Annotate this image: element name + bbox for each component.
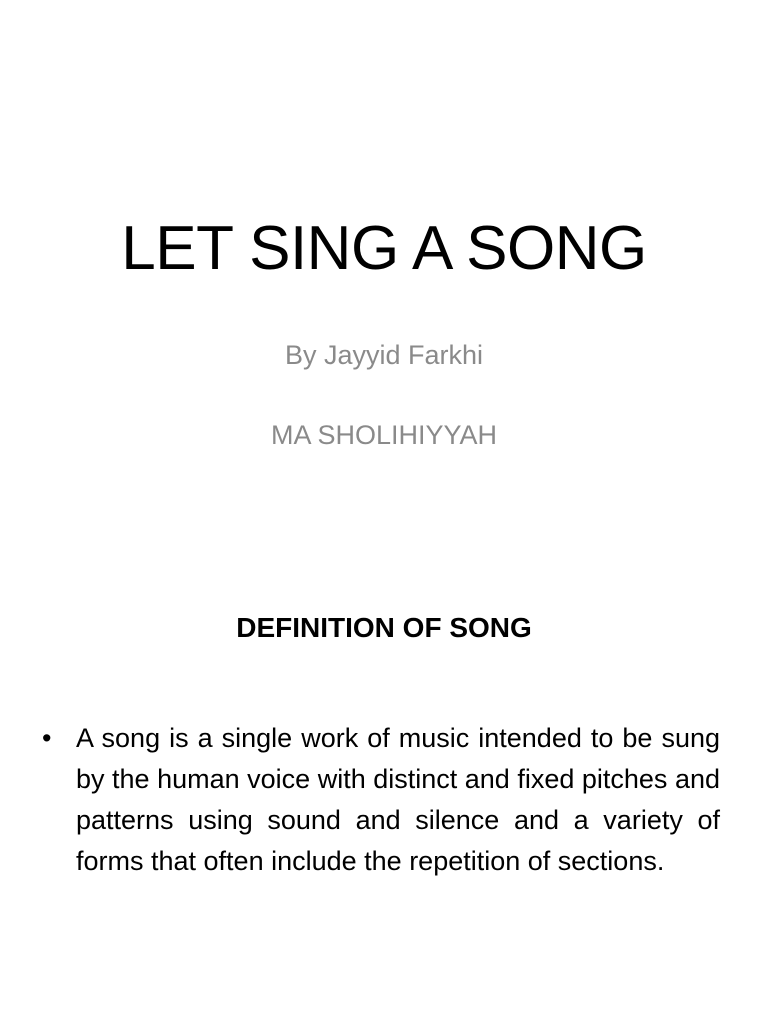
definition-slide	[0, 560, 768, 1024]
presentation-title: LET SING A SONG	[121, 214, 647, 283]
school-subtitle: MA SHOLIHIYYAH	[270, 420, 498, 450]
bullet-icon: •	[42, 723, 52, 753]
author-subtitle: By Jayyid Farkhi	[284, 340, 484, 370]
section-heading: DEFINITION OF SONG	[236, 612, 532, 643]
bullet-text: A song is a single work of music intended to be sung by the human voice with distinct and fixed pitches and patterns using sound and silence and a variety of forms that often include the repetition of sections.	[76, 723, 720, 876]
